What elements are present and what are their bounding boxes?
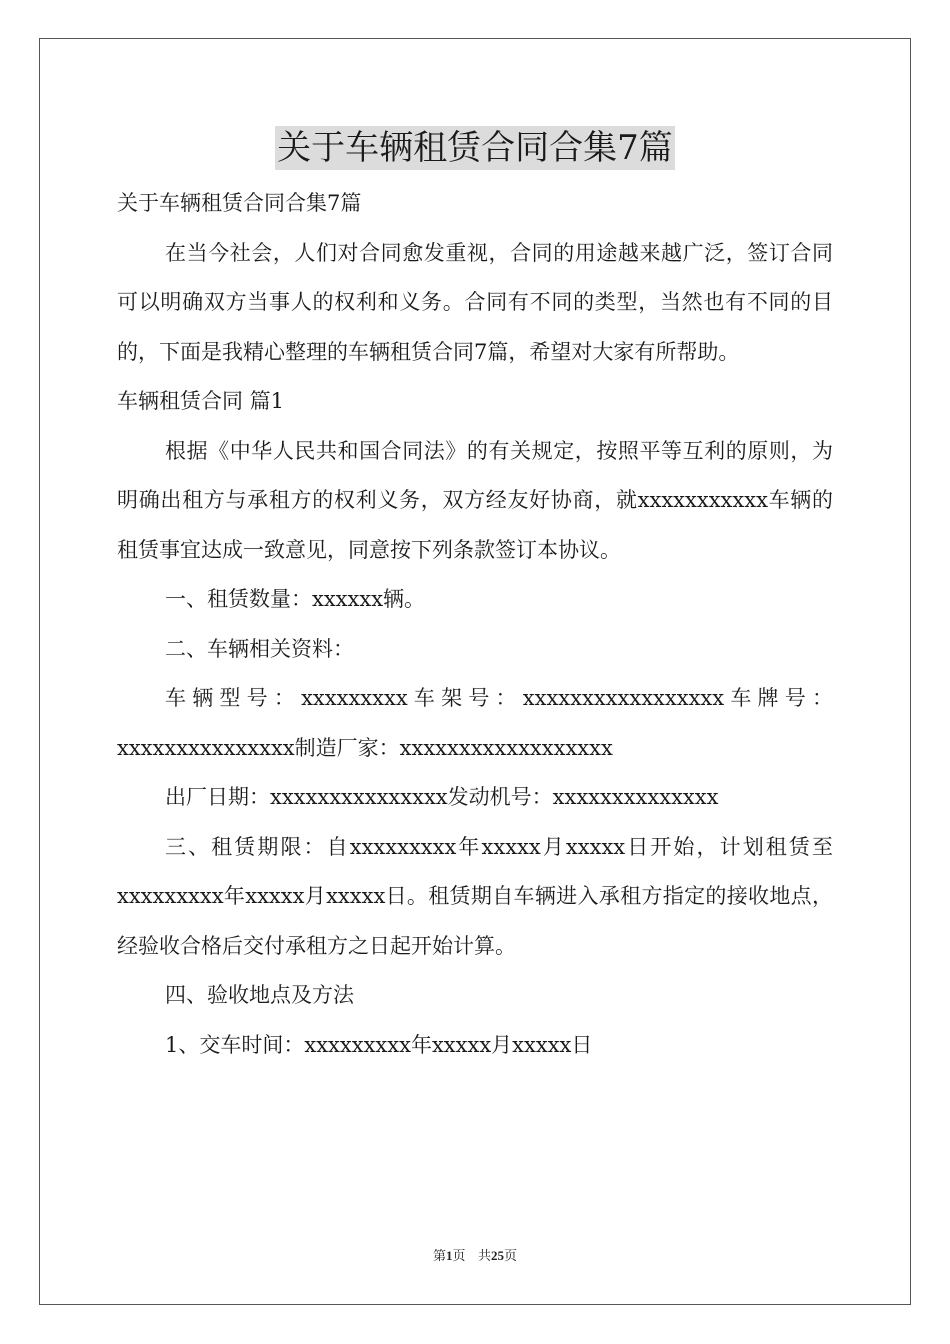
footer-page-number: 1	[446, 1248, 453, 1263]
page-footer	[0, 1245, 950, 1264]
footer-total-suffix: 页	[503, 1248, 517, 1263]
clause-inspection: 四、验收地点及方法	[165, 983, 354, 1007]
body-paragraph: 根据《中华人民共和国合同法》的有关规定，按照平等互利的原则，为明确出租方与承租方的权利义务，双方经友好协商，就xxxxxxxxxxx车辆的租赁事宜达成一致意见，同意按下列条款签订本协议。	[117, 438, 833, 562]
footer-page-suffix: 页	[452, 1248, 466, 1263]
clause-quantity: 一、租赁数量：xxxxxx辆。	[165, 587, 426, 611]
subtitle-line: 关于车辆租赁合同合集7篇	[117, 191, 362, 215]
clause-lease-term: 三、租赁期限：自xxxxxxxxx年xxxxx月xxxxx日开始，计划租赁至xxxxxxxxx年xxxxx月xxxxx日。租赁期自车辆进入承租方指定的接收地点，经验收合格后交付承租方之日起开始计算。	[117, 834, 833, 958]
delivery-time: 1、交车时间：xxxxxxxxx年xxxxx月xxxxx日	[165, 1032, 593, 1057]
footer-page-prefix: 第	[433, 1248, 447, 1263]
document-title: 关于车辆租赁合同合集7篇	[277, 128, 673, 168]
intro-paragraph: 在当今社会，人们对合同愈发重视，合同的用途越来越广泛，签订合同可以明确双方当事人的权利和义务。合同有不同的类型，当然也有不同的目的，下面是我精心整理的车辆租赁合同7篇，希望对大家有所帮助。	[117, 240, 833, 364]
vehicle-details: 车辆型号：xxxxxxxxx车架号：xxxxxxxxxxxxxxxxx车牌号：xxxxxxxxxxxxxxx制造厂家：xxxxxxxxxxxxxxxxxx	[117, 686, 833, 760]
vehicle-dates: 出厂日期：xxxxxxxxxxxxxxx发动机号：xxxxxxxxxxxxxx	[165, 785, 719, 809]
document-body	[117, 179, 833, 1070]
clause-vehicle-info: 二、车辆相关资料：	[165, 636, 354, 661]
section-heading: 车辆租赁合同 篇1	[117, 389, 285, 413]
footer-total-prefix: 共	[477, 1248, 491, 1263]
title-container	[0, 126, 950, 170]
footer-total-pages: 25	[490, 1248, 504, 1263]
